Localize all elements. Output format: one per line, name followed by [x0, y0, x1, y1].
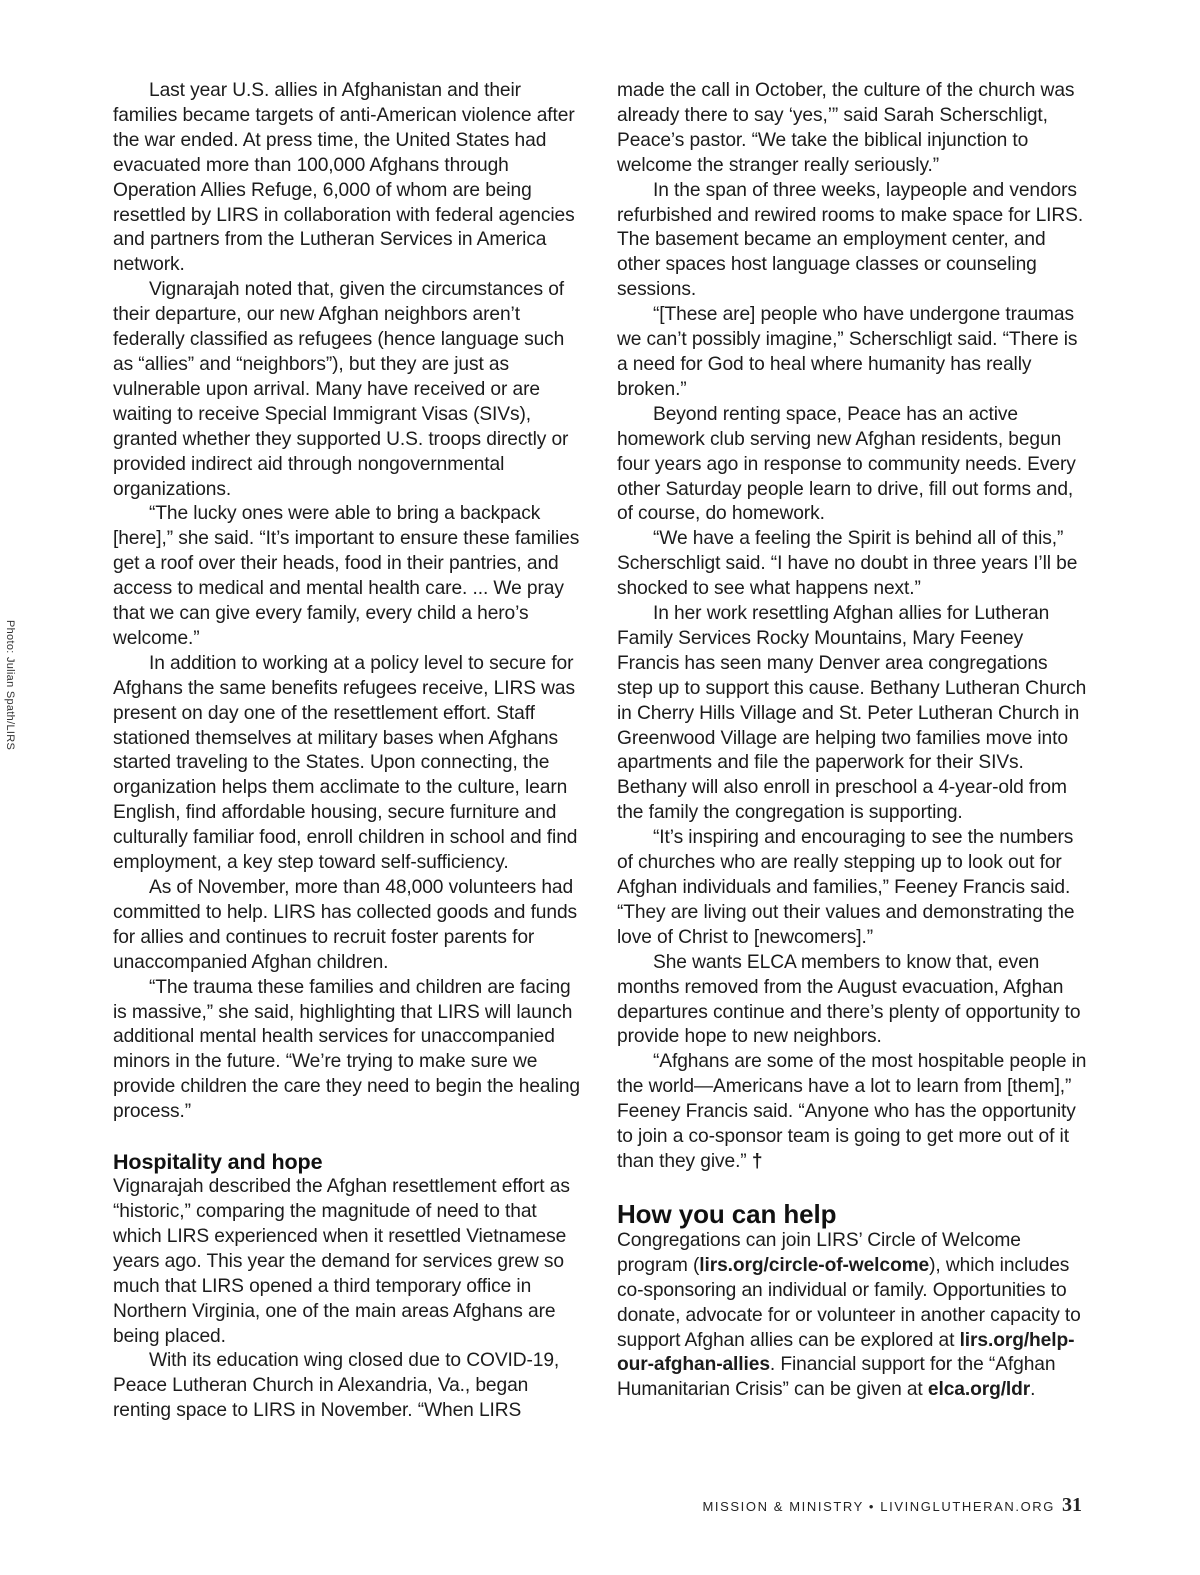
paragraph: Beyond renting space, Peace has an active homework club serving new Afghan residents, begun four years ago in response to community needs. Every other Saturday people learn to drive, fill out forms and, of course, do homework. — [617, 403, 1076, 525]
article-column-right — [617, 79, 1087, 1403]
section-subhead: Hospitality and hope — [113, 1150, 323, 1175]
paragraph: “[These are] people who have undergone traumas we can’t possibly imagine,” Scherschligt said. “There is a need for God to heal where humanity has really broken.” — [617, 304, 1078, 400]
help-text: ), which includes co-sponsoring an individual or family. Opportunities to donate, advocate for or volunteer in another capacity to support Afghan allies can be explored at — [617, 1254, 1081, 1351]
elca-ldr-link[interactable]: elca.org/ldr — [927, 1379, 1031, 1401]
paragraph: In her work resettling Afghan allies for Lutheran Family Services Rocky Mountains, Mary Feeney Francis has seen many Denver area congregations step up to support this cause. Bethany Lutheran Church in Cherry Hills Village and St. Peter Lutheran Church in Greenwood Village are helping two families move into apartments and file the paperwork for their SIVs. Bethany will also enroll in preschool a 4-year-old from the family the congregation is supporting. — [617, 603, 1087, 824]
paragraph: “We have a feeling the Spirit is behind all of this,” Scherschligt said. “I have no doubt in three years I’ll be shocked to see what happens next.” — [617, 528, 1078, 600]
paragraph: “The trauma these families and children are facing is massive,” she said, highlighting that LIRS will launch additional mental health services for unaccompanied minors in the future. “We’re trying to make sure we provide children the care they need to begin the healing process.” — [113, 976, 580, 1123]
paragraph: Vignarajah noted that, given the circumstances of their departure, our new Afghan neighbors aren’t federally classified as refugees (hence language such as “allies” and “neighbors”), but they are just as vulnerable upon arrival. Many have received or are waiting to receive Special Immigrant Visas (SIVs), granted whether they supported U.S. troops directly or provided indirect aid through nongovernmental organizations. — [113, 279, 569, 500]
paragraph: Last year U.S. allies in Afghanistan and their families became targets of anti-American violence after the war ended. At press time, the United States had evacuated more than 100,000 Afghans through Operation Allies Refuge, 6,000 of whom are being resettled by LIRS in collaboration with federal agencies and partners from the Lutheran Services in America network. — [113, 80, 575, 276]
footer-label: MISSION & MINISTRY • LIVINGLUTHERAN.ORG — [702, 1499, 1055, 1514]
page-number: 31 — [1062, 1494, 1082, 1516]
help-afghan-allies-link[interactable]: lirs.org/help-our-afghan-allies — [617, 1329, 1075, 1376]
circle-of-welcome-link[interactable]: lirs.org/circle-of-welcome — [699, 1254, 930, 1276]
paragraph: “It’s inspiring and encouraging to see the numbers of churches who are really stepping up to look out for Afghan individuals and families,” Feeney Francis said. “They are living out their values and demonstrating the love of Christ to [newcomers].” — [617, 827, 1075, 948]
paragraph: As of November, more than 48,000 volunteers had committed to help. LIRS has collected goods and funds for allies and continues to recruit foster parents for unaccompanied Afghan children. — [113, 877, 578, 973]
help-paragraph — [617, 1229, 1087, 1403]
paragraph: In addition to working at a policy level to secure for Afghans the same benefits refugees receive, LIRS was present on day one of the resettlement effort. Staff stationed themselves at military bases when Afghans started traveling to the States. Upon connecting, the organization helps them acclimate to the culture, learn English, find affordable housing, secure furniture and culturally familiar food, enroll children in school and find employment, a key step toward self-sufficiency. — [113, 652, 578, 874]
paragraph: With its education wing closed due to COVID-19, Peace Lutheran Church in Alexandria, Va., began renting space to LIRS in November. “When LIRS — [113, 1350, 560, 1422]
paragraph: made the call in October, the culture of the church was already there to say ‘yes,’” said Sarah Scherschligt, Peace’s pastor. “We take the biblical injunction to welcome the stranger really seriously.” — [617, 80, 1075, 176]
paragraph: In the span of three weeks, laypeople and vendors refurbished and rewired rooms to make space for LIRS. The basement became an employment center, and other spaces host language classes or counseling sessions. — [617, 179, 1084, 301]
article-column-left — [113, 79, 583, 1424]
help-text: . Financial support for the “Afghan Humanitarian Crisis” can be given at — [617, 1354, 1056, 1401]
paragraph-text: “Afghans are some of the most hospitable people in the world—Americans have a lot to learn from [them],” Feeney Francis said. “Anyone who has the opportunity to join a co-sponsor team is going to get more out of it than they give.” — [617, 1051, 1087, 1172]
paragraph: “The lucky ones were able to bring a backpack [here],” she said. “It’s important to ensure these families get a roof over their heads, food in their pantries, and access to medical and mental health care. ... We pray that we can give every family, every child a hero’s welcome.” — [113, 503, 580, 649]
paragraph-final — [617, 1050, 1087, 1175]
paragraph: She wants ELCA members to know that, even months removed from the August evacuation, Afghan departures continue and there’s plenty of opportunity to provide hope to new neighbors. — [617, 951, 1081, 1048]
help-heading: How you can help — [617, 1198, 837, 1229]
paragraph: Vignarajah described the Afghan resettlement effort as “historic,” comparing the magnitude of need to that which LIRS experienced when it resettled Vietnamese years ago. This year the demand for services grew so much that LIRS opened a third temporary office in Northern Virginia, one of the main areas Afghans are being placed. — [113, 1176, 570, 1347]
help-text: . — [1030, 1379, 1036, 1401]
help-text: Congregations can join LIRS’ Circle of Welcome program ( — [617, 1229, 1021, 1276]
photo-credit: Photo: Julian Spath/LIRS — [4, 620, 16, 751]
end-mark: † — [751, 1150, 763, 1172]
page-footer — [702, 1494, 1082, 1517]
